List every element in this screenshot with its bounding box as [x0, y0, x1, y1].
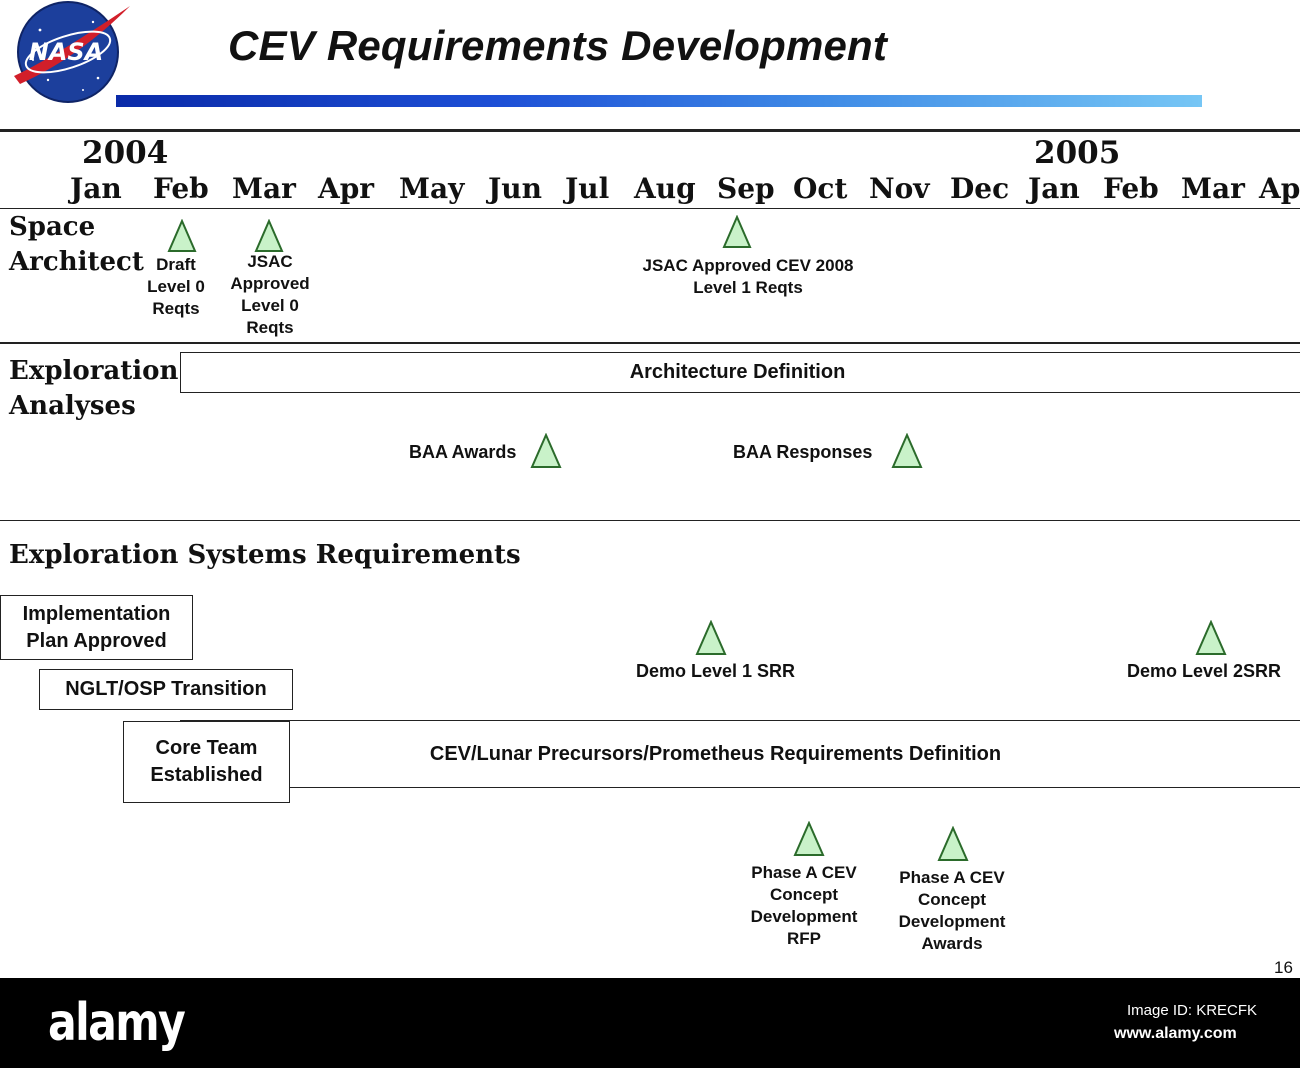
milestone-text: Phase A CEV	[899, 868, 1005, 887]
milestone-label-draft-level0	[126, 254, 226, 320]
milestone-text: Reqts	[246, 318, 294, 337]
milestone-triangle	[793, 821, 825, 857]
milestone-text: Reqts	[152, 299, 200, 318]
month-mar-2005: Mar	[1181, 172, 1245, 205]
milestone-triangle	[722, 215, 752, 249]
month-jan-2005: Jan	[1028, 172, 1080, 205]
milestone-text: Draft	[156, 255, 196, 274]
box-text: Established	[150, 764, 263, 786]
watermark-footer	[0, 978, 1300, 1068]
milestone-text: Concept	[770, 885, 838, 904]
month-jul-2004: Jul	[565, 172, 610, 205]
month-sep-2004: Sep	[717, 172, 775, 205]
milestone-text: Level 1 Reqts	[693, 278, 803, 297]
milestone-triangle	[167, 219, 197, 253]
month-jan-2004: Jan	[70, 172, 122, 205]
milestone-label-phase-a-awards	[886, 867, 1018, 955]
milestone-triangle	[530, 433, 562, 469]
milestone-label-demo-level2: Demo Level 2SRR	[1127, 661, 1282, 681]
month-apr-2005: Ap	[1259, 172, 1300, 205]
milestone-label-baa-responses: BAA Responses	[733, 442, 873, 462]
month-oct-2004: Oct	[793, 172, 848, 205]
month-mar-2004: Mar	[232, 172, 296, 205]
milestone-text: JSAC	[247, 252, 293, 271]
milestone-text: Phase A CEV	[751, 863, 857, 882]
milestone-text: Concept	[918, 890, 986, 909]
row-label-space-architect	[9, 210, 144, 280]
box-text: Core Team	[155, 737, 258, 759]
header-divider	[0, 129, 1300, 132]
page-number: 16	[1274, 958, 1293, 977]
year-2005: 2005	[1034, 135, 1121, 171]
milestone-label-demo-level1: Demo Level 1 SRR	[636, 661, 796, 681]
milestone-triangle	[695, 620, 727, 656]
milestone-text: Level 0	[241, 296, 299, 315]
row-label-line: Analyses	[9, 391, 136, 421]
page-title: CEV Requirements Development	[228, 22, 888, 69]
milestone-text: Approved	[230, 274, 310, 293]
milestone-triangle	[254, 219, 284, 253]
month-apr-2004: Apr	[318, 172, 375, 205]
months-underline	[0, 208, 1300, 209]
milestone-text: Level 0	[147, 277, 205, 296]
month-jun-2004: Jun	[488, 172, 542, 205]
cev-requirements-label: CEV/Lunar Precursors/Prometheus Requirements Definition	[429, 742, 1002, 765]
title-gradient-bar	[116, 95, 1202, 107]
milestone-text: Development	[750, 907, 858, 926]
month-feb-2005: Feb	[1103, 172, 1159, 205]
milestone-label-jsac-level1	[608, 255, 888, 299]
watermark-site: www.alamy.com	[1114, 1025, 1237, 1042]
row-label-line: Space	[9, 212, 96, 242]
watermark-image-id: Image ID: KRECFK	[1127, 1002, 1258, 1019]
month-dec-2004: Dec	[950, 172, 1010, 205]
architecture-definition-label: Architecture Definition	[629, 361, 846, 383]
milestone-triangle	[891, 433, 923, 469]
box-text: Plan Approved	[26, 629, 167, 652]
milestone-text: Development	[898, 912, 1006, 931]
row-label-exploration-systems: Exploration Systems Requirements	[9, 540, 521, 570]
milestone-text: RFP	[787, 929, 821, 948]
nglt-osp-transition-box	[39, 669, 293, 710]
nasa-logo-text: NASA	[28, 38, 104, 66]
nasa-logo	[8, 0, 132, 104]
row-label-line: Architect	[9, 247, 144, 277]
core-team-box	[123, 721, 290, 803]
milestone-triangle	[937, 826, 969, 862]
year-2004: 2004	[82, 135, 169, 171]
month-feb-2004: Feb	[153, 172, 209, 205]
month-aug-2004: Aug	[634, 172, 696, 205]
architecture-definition-bar	[180, 352, 1300, 393]
row-label-exploration-analyses	[9, 354, 178, 424]
month-nov-2004: Nov	[869, 172, 930, 205]
cev-requirements-bar	[180, 720, 1300, 788]
milestone-label-baa-awards: BAA Awards	[409, 442, 517, 462]
box-text: Implementation	[22, 602, 171, 625]
row-divider-1	[0, 342, 1300, 344]
month-may-2004: May	[399, 172, 465, 205]
milestone-triangle	[1195, 620, 1227, 656]
box-text: NGLT/OSP Transition	[65, 678, 267, 700]
milestone-label-jsac-level0	[214, 251, 326, 339]
milestone-text: JSAC Approved CEV 2008	[642, 256, 854, 275]
row-label-line: Exploration	[9, 356, 179, 386]
watermark-brand: alamy	[48, 993, 185, 1053]
row-divider-2	[0, 520, 1300, 521]
implementation-plan-box	[0, 595, 193, 660]
milestone-text: Awards	[921, 934, 983, 953]
milestone-label-phase-a-rfp	[738, 862, 870, 950]
